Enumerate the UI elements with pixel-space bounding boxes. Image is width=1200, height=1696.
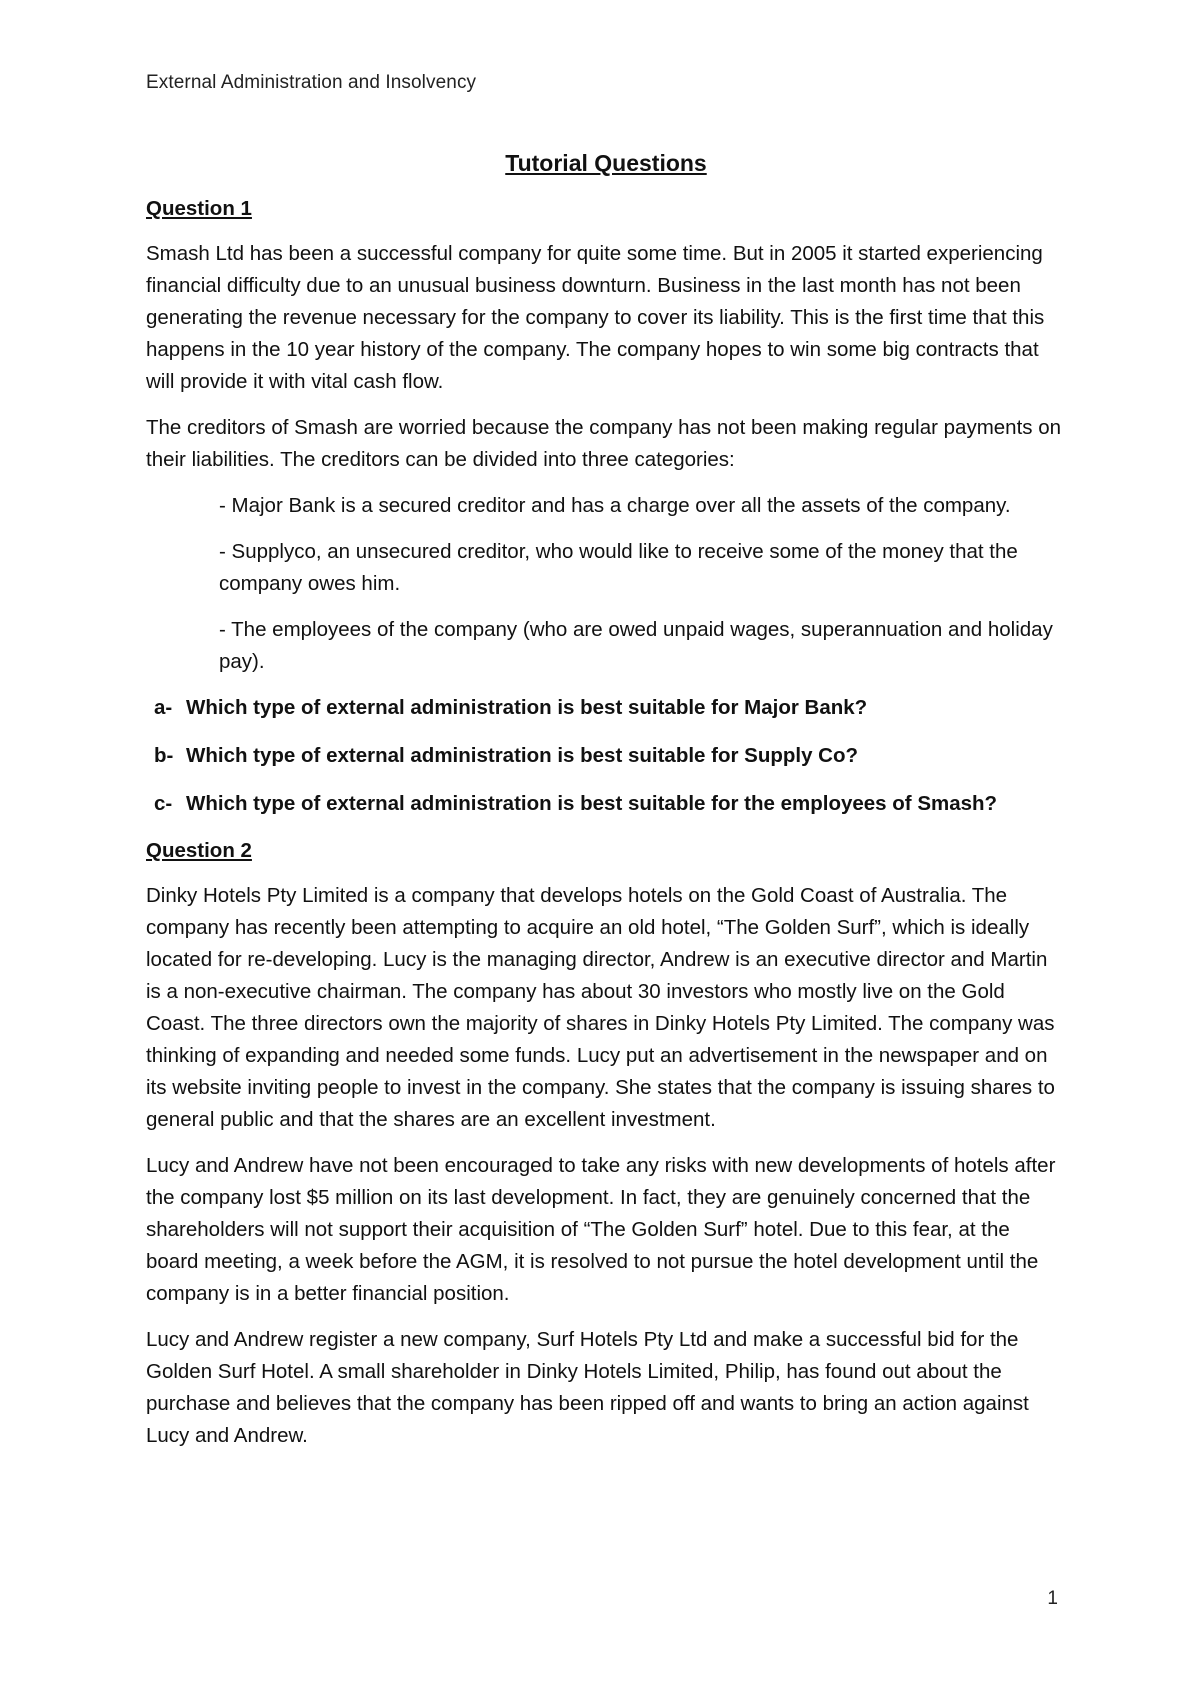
subquestion-letter: c- — [154, 792, 173, 815]
creditor-item: - Supplyco, an unsecured creditor, who would like to receive some of the money that the company owes him. — [219, 540, 1018, 595]
page-number: 1 — [1047, 1588, 1058, 1609]
subquestion-text: Which type of external administration is best suitable for Supply Co? — [186, 744, 859, 767]
creditor-item: - Major Bank is a secured creditor and has a charge over all the assets of the company. — [219, 494, 1011, 517]
question-1-heading: Question 1 — [146, 197, 252, 220]
question-1-section — [146, 194, 1066, 820]
document-title: Tutorial Questions — [505, 150, 707, 176]
running-header: External Administration and Insolvency — [146, 72, 477, 93]
question-2-heading: Question 2 — [146, 839, 252, 862]
question-2-paragraph: Lucy and Andrew register a new company, Surf Hotels Pty Ltd and make a successful bid for the Golden Surf Hotel. A small shareholder in Dinky Hotels Limited, Philip, has found out about the purchase and believes that the company has been ripped off and wants to bring an action against Lucy and Andrew. — [146, 1328, 1029, 1447]
subquestion-text: Which type of external administration is best suitable for the employees of Smash? — [186, 792, 998, 815]
question-2-paragraph: Dinky Hotels Pty Limited is a company that develops hotels on the Gold Coast of Australia. The company has recently been attempting to acquire an old hotel, “The Golden Surf”, which is ideally located for re-developing. Lucy is the managing director, Andrew is an executive director and Martin is a non-executive chairman. The company has about 30 investors who mostly live on the Gold Coast. The three directors own the majority of shares in Dinky Hotels Pty Limited. The company was thinking of expanding and needed some funds. Lucy put an advertisement in the newspaper and on its website inviting people to invest in the company. She states that the company is issuing shares to general public and that the shares are an excellent investment. — [146, 884, 1055, 1131]
subquestion-letter: b- — [154, 744, 174, 767]
subquestion-text: Which type of external administration is best suitable for Major Bank? — [186, 696, 868, 719]
document-body — [146, 146, 1066, 1466]
question-2-section — [146, 836, 1066, 1452]
subquestion-b — [154, 740, 1066, 772]
subquestion-a — [154, 692, 1066, 724]
question-2-paragraph: Lucy and Andrew have not been encouraged to take any risks with new developments of hotels after the company lost $5 million on its last development. In fact, they are genuinely concerned that the shareholders will not support their acquisition of “The Golden Surf” hotel. Due to this fear, at the board meeting, a week before the AGM, it is resolved to not pursue the hotel development until the company is in a better financial position. — [146, 1154, 1056, 1305]
subquestion-c — [154, 788, 1066, 820]
question-1-paragraph: The creditors of Smash are worried because the company has not been making regular payments on their liabilities. The creditors can be divided into three categories: — [146, 416, 1062, 471]
question-1-paragraph: Smash Ltd has been a successful company for quite some time. But in 2005 it started experiencing financial difficulty due to an unusual business downturn. Business in the last month has not been generating the revenue necessary for the company to cover its liability. This is the first time that this happens in the 10 year history of the company. The company hopes to win some big contracts that will provide it with vital cash flow. — [146, 242, 1045, 393]
creditor-item: - The employees of the company (who are owed unpaid wages, superannuation and holiday pay). — [219, 618, 1053, 673]
subquestion-letter: a- — [154, 696, 173, 719]
